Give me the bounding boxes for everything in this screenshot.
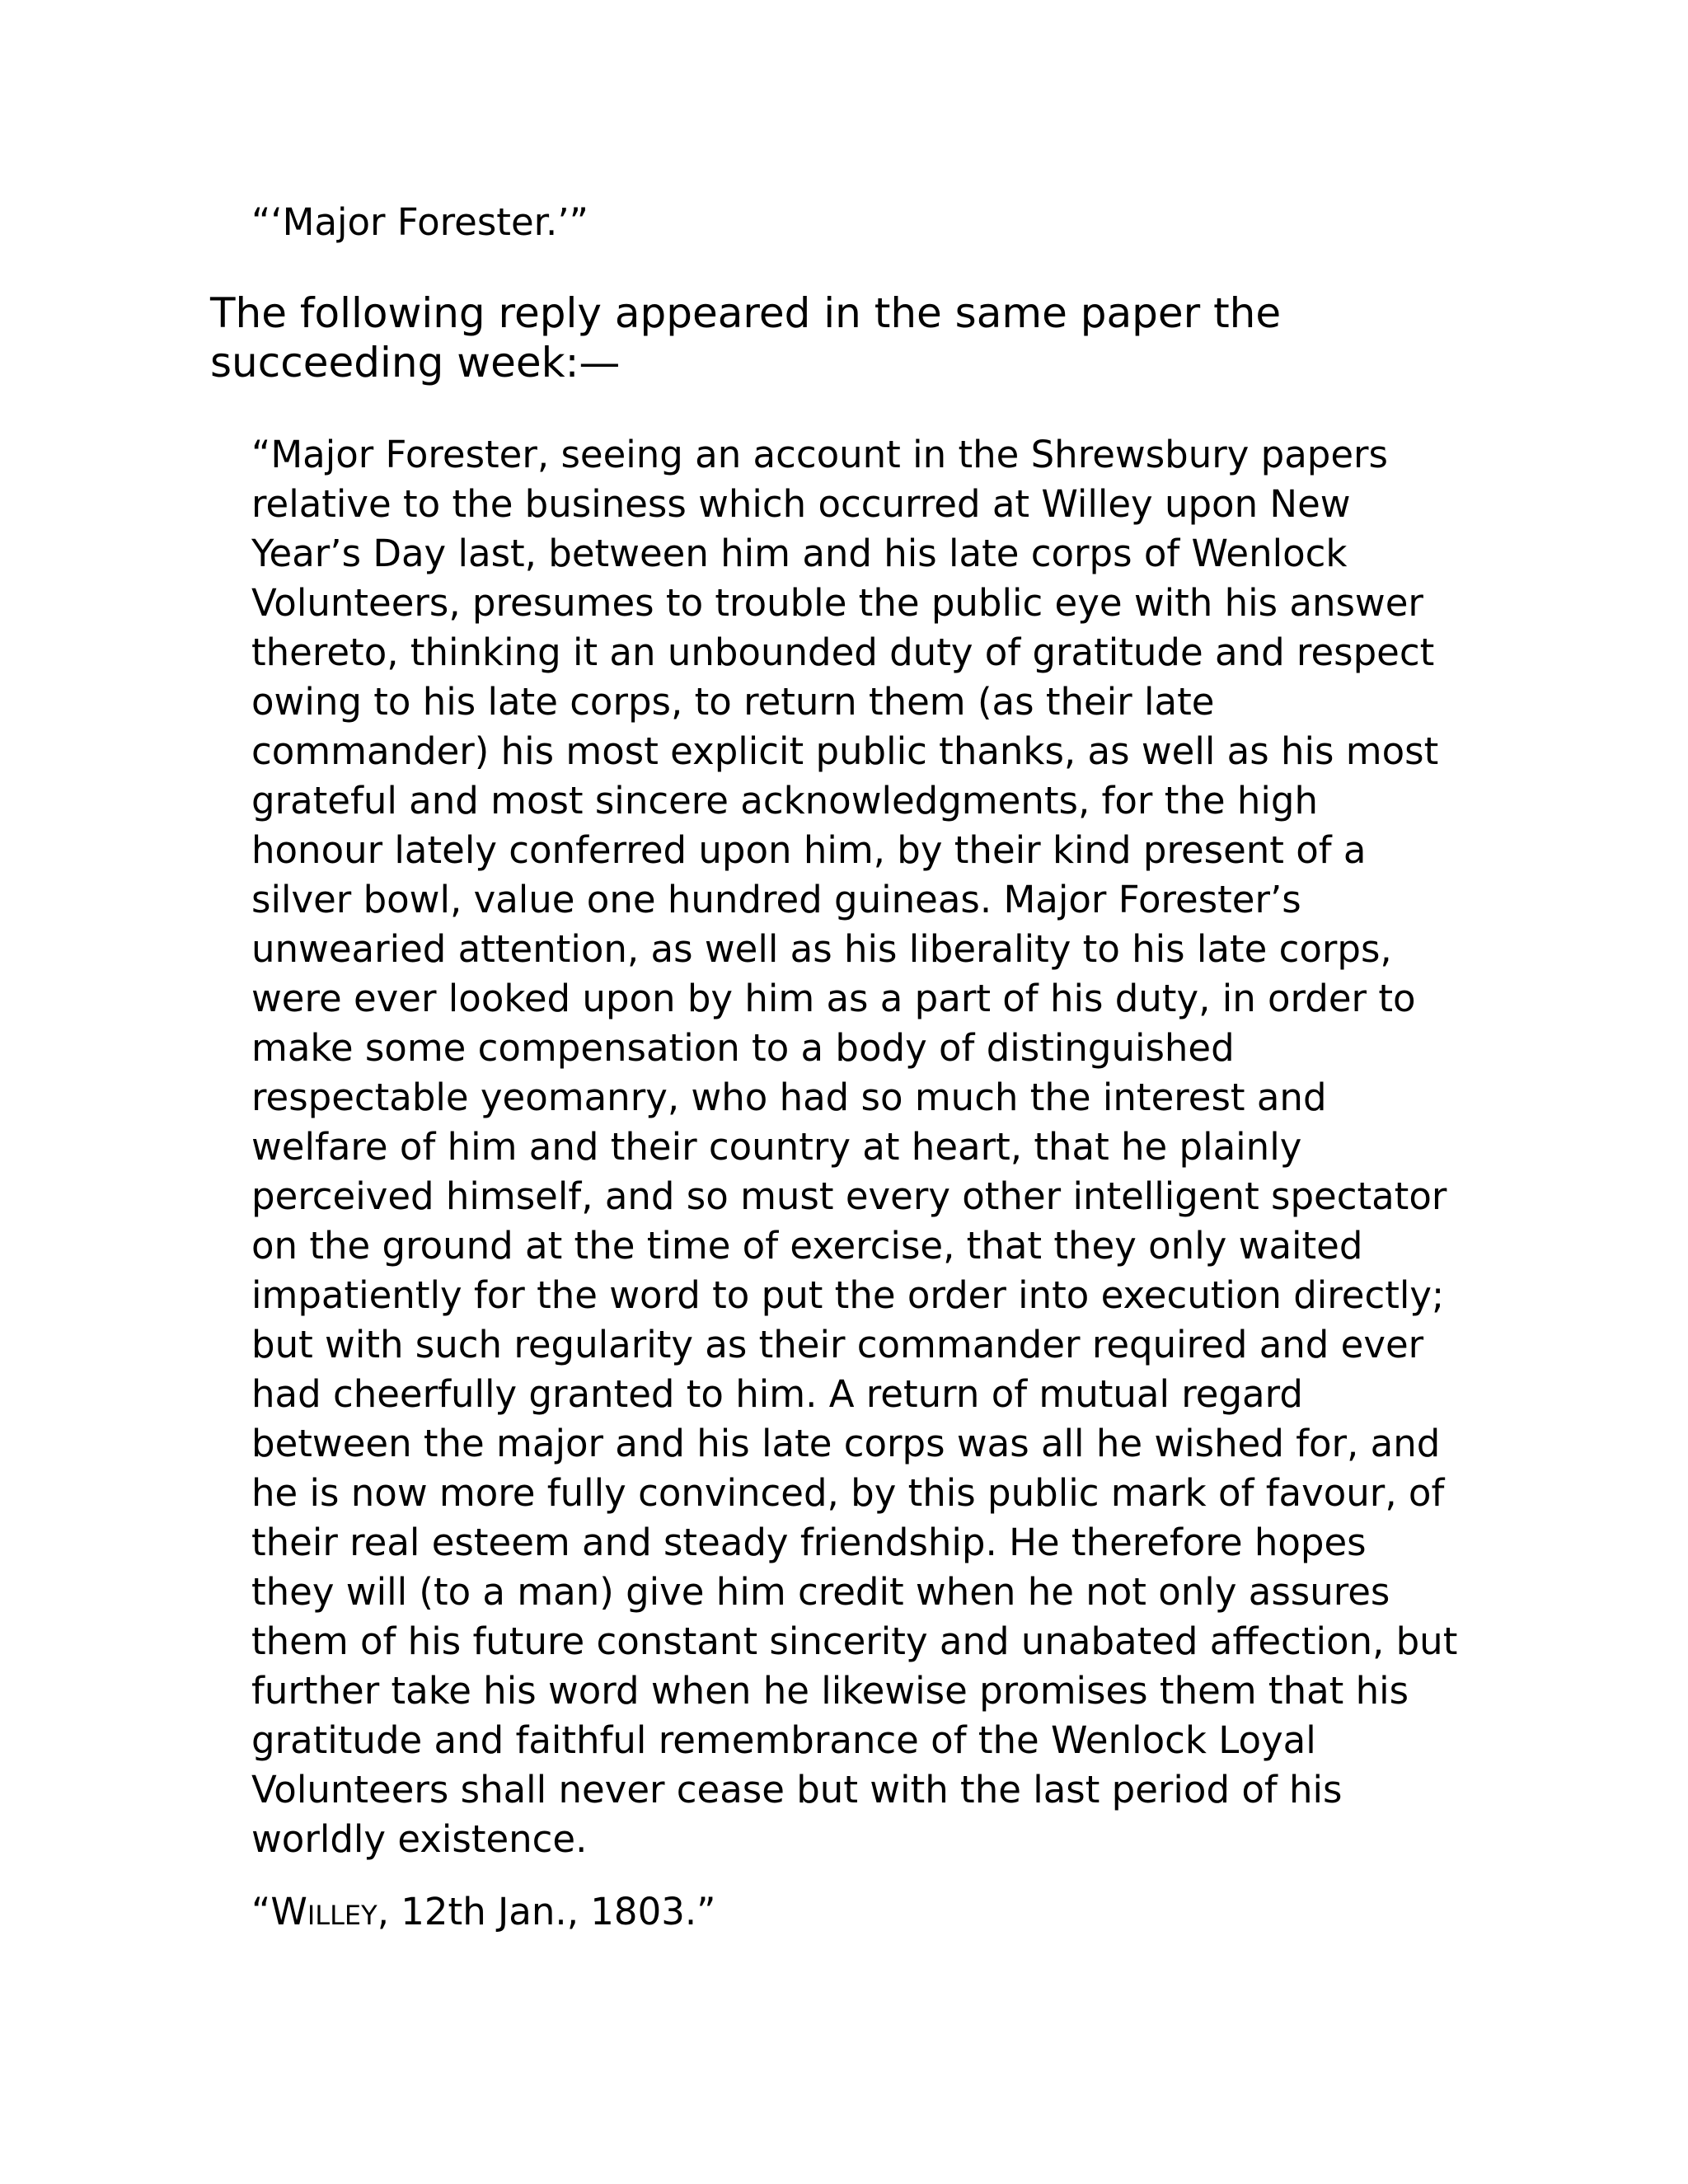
quote-line: on the ground at the time of exercise, that they only waited [251,1224,1363,1268]
quote-line: grateful and most sincere acknowledgments, for the high [251,779,1318,823]
quote-line: thereto, thinking it an unbounded duty of gratitude and respect [251,630,1435,674]
quote-line: they will (to a man) give him credit when he not only assures [251,1570,1390,1614]
quote-line: were ever looked upon by him as a part of his duty, in order to [251,977,1416,1020]
quote-line: but with such regularity as their commander required and ever [251,1323,1424,1366]
quote-line: worldly existence. [251,1817,588,1861]
quote-line: perceived himself, and so must every other intelligent spectator [251,1174,1447,1218]
quote-line: owing to his late corps, to return them (as their late [251,680,1215,724]
quote-line: silver bowl, value one hundred guineas. Major Forester’s [251,878,1301,921]
quote-line: their real esteem and steady friendship. He therefore hopes [251,1521,1367,1564]
dateline-place: Willey [270,1890,377,1933]
quote-line: “Major Forester, seeing an account in the Shrewsbury papers [251,433,1389,476]
intro-paragraph: The following reply appeared in the same paper the succeeding week:— [210,289,1282,387]
quote-line: unwearied attention, as well as his liberality to his late corps, [251,927,1392,971]
quote-line: relative to the business which occurred at Willey upon New [251,482,1351,526]
quote-line: respectable yeomanry, who had so much the interest and [251,1076,1327,1119]
quote-line: between the major and his late corps was all he wished for, and [251,1422,1441,1465]
quote-line: commander) his most explicit public thanks, as well as his most [251,729,1439,773]
dateline-date: , 12th Jan., 1803.” [377,1890,716,1933]
quote-line: further take his word when he likewise promises them that his [251,1669,1409,1713]
quote-line: he is now more fully convinced, by this public mark of favour, of [251,1471,1445,1515]
quote-line: had cheerfully granted to him. A return of mutual regard [251,1372,1303,1416]
quote-line: impatiently for the word to put the order into execution directly; [251,1273,1445,1317]
quote-line: Year’s Day last, between him and his late corps of Wenlock [251,532,1348,575]
dateline-open-quote: “ [251,1890,271,1933]
quote-line: honour lately conferred upon him, by their kind present of a [251,828,1367,872]
quote-line: Volunteers, presumes to trouble the public eye with his answer [251,581,1423,625]
quote-line: them of his future constant sincerity and unabated affection, but [251,1619,1458,1663]
letter-dateline [251,1887,715,1937]
previous-letter-signature: “‘Major Forester.’” [251,200,588,244]
quote-line: make some compensation to a body of distinguished [251,1026,1235,1070]
quote-line: gratitude and faithful remembrance of the Wenlock Loyal [251,1718,1316,1762]
quote-line: welfare of him and their country at heart, that he plainly [251,1125,1302,1169]
quote-line: Volunteers shall never cease but with the last period of his [251,1768,1343,1811]
quoted-letter [251,430,1488,1864]
